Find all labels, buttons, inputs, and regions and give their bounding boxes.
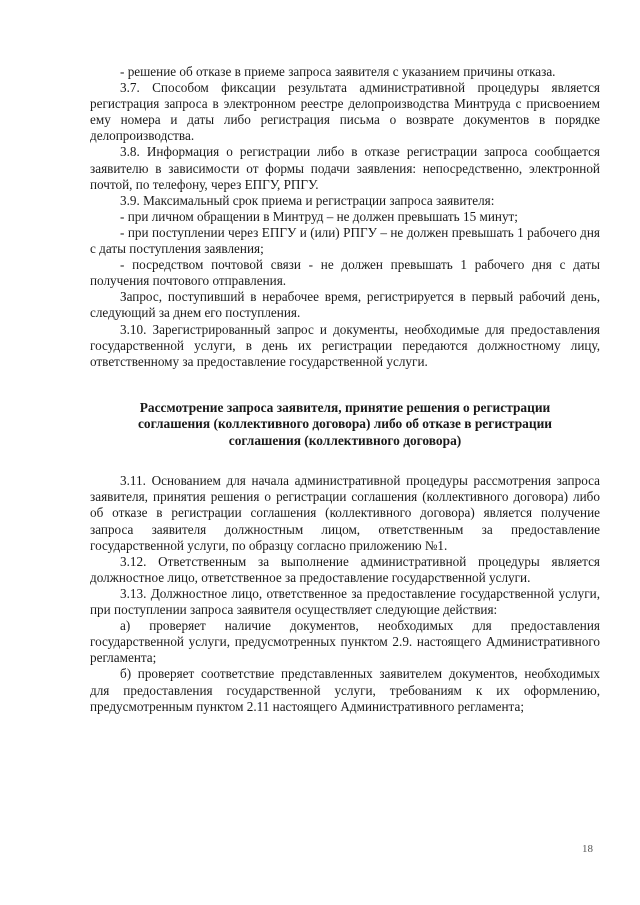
paragraph-3-12: 3.12. Ответственным за выполнение административной процедуры является должностное лицо, ответственное за предоставление государственной услуги.: [90, 553, 600, 585]
paragraph-3-8: 3.8. Информация о регистрации либо в отказе регистрации запроса сообщается заявителю в зависимости от формы подачи заявления: непосредственно, электронной почтой, по телефону, через ЕПГУ, РПГУ.: [90, 144, 600, 192]
section-heading: Рассмотрение запроса заявителя, принятие решения о регистрации соглашения (коллективного договора) либо об отказе в регистрации соглашения (коллективного договора): [137, 399, 553, 448]
paragraph-3-9: 3.9. Максимальный срок приема и регистрации запроса заявителя:: [120, 192, 495, 208]
list-item-epgu-rpgu: - при поступлении через ЕПГУ и (или) РПГУ – не должен превышать 1 рабочего дня с даты поступления заявления;: [90, 224, 600, 257]
list-item-a: а) проверяет наличие документов, необходимых для предоставления государственной услуги, предусмотренных пунктом 2.9. настоящего Административного регламента;: [90, 618, 600, 666]
paragraph-3-11: 3.11. Основанием для начала административной процедуры рассмотрения запроса заявителя, принятия решения о регистрации соглашения (коллективного договора) либо об отказе в регистрации соглашения (коллективного договора) является получение запроса заявителя должностным лицом, ответственным за предоставление государственной услуги, по образцу согласно приложению №1.: [90, 473, 600, 553]
paragraph-nonworking-time: Запрос, поступивший в нерабочее время, регистрируется в первый рабочий день, следующий за днем его поступления.: [90, 289, 600, 321]
paragraph-3-7: 3.7. Способом фиксации результата административной процедуры является регистрация запроса в электронном реестре делопроизводства Минтруда с присвоением ему номера и даты либо регистрация письма о возврате документов в порядке делопроизводства.: [90, 80, 600, 144]
paragraph-3-13: 3.13. Должностное лицо, ответственное за предоставление государственной услуги, при поступлении запроса заявителя осуществляет следующие действия:: [90, 585, 600, 618]
page-number: 18: [582, 843, 593, 855]
list-item-postal: - посредством почтовой связи - не должен превышать 1 рабочего дня с даты получения почтового отправления.: [90, 257, 600, 289]
list-item-b: б) проверяет соответствие представленных заявителем документов, необходимых для предоставления государственной услуги, требованиям к их оформлению, предусмотренным пунктом 2.11 настоящего Административного регламента;: [90, 666, 600, 714]
paragraph-refusal-item: - решение об отказе в приеме запроса заявителя с указанием причины отказа.: [120, 64, 556, 79]
list-item-personal-visit: - при личном обращении в Минтруд – не должен превышать 15 минут;: [120, 208, 518, 224]
document-body: [90, 64, 600, 715]
paragraph-3-10: 3.10. Зарегистрированный запрос и документы, необходимые для предоставления государственной услуги, в день их регистрации передаются должностному лицу, ответственному за предоставление государственной услуги.: [90, 321, 600, 369]
